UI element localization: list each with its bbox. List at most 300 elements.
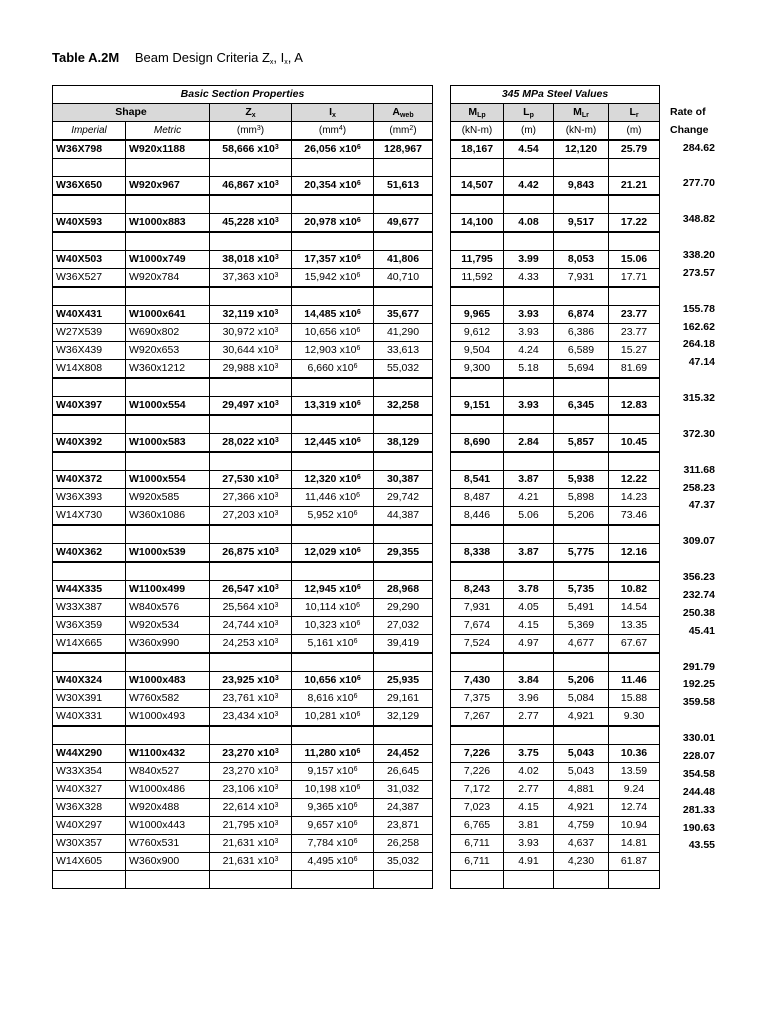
table-row: [53, 397, 433, 416]
table-row: [451, 871, 660, 889]
empty-cell: [210, 287, 292, 306]
empty-cell: [609, 195, 660, 214]
imperial-shape: W30X391: [53, 690, 126, 708]
imperial-shape: W14X808: [53, 360, 126, 379]
lr-value: 14.23: [609, 489, 660, 507]
table-row: [451, 434, 660, 453]
empty-cell: [609, 287, 660, 306]
empty-cell: [609, 415, 660, 434]
empty-cell: [210, 871, 292, 889]
metric-shape: W920x488: [126, 799, 210, 817]
rate-value: 258.23: [682, 481, 715, 494]
mlp-value: 8,243: [451, 581, 504, 599]
table-row: [53, 817, 433, 835]
empty-cell: [609, 159, 660, 177]
empty-cell: [504, 378, 554, 397]
metric-shape: W1000x486: [126, 781, 210, 799]
table-row: [451, 177, 660, 196]
empty-cell: [53, 726, 126, 745]
imperial-shape: W33X354: [53, 763, 126, 781]
empty-cell: [609, 871, 660, 889]
zx-value: 24,253 $x10^3$: [210, 635, 292, 654]
aweb-value: 29,161: [374, 690, 433, 708]
table-row: [451, 653, 660, 672]
empty-cell: [126, 653, 210, 672]
zx-value: 21,795 $x10^3$: [210, 817, 292, 835]
ix-value: 8,616 $x10^6$: [292, 690, 374, 708]
ix-value: 5,952 $x10^6$: [292, 507, 374, 526]
lp-value: 3.81: [504, 817, 554, 835]
table-row: [451, 251, 660, 269]
imperial-shape: W40X392: [53, 434, 126, 453]
mlr-value: 5,043: [554, 745, 609, 763]
ix-value: 5,161 $x10^6$: [292, 635, 374, 654]
table-row: [451, 397, 660, 416]
metric-shape: W1000x883: [126, 214, 210, 233]
lp-header: $L_p$: [504, 104, 554, 122]
table-row: [53, 617, 433, 635]
mlp-value: 6,711: [451, 853, 504, 871]
ix-value: 12,445 $x10^6$: [292, 434, 374, 453]
metric-shape: W760x582: [126, 690, 210, 708]
metric-shape: W840x527: [126, 763, 210, 781]
lr-value: 17.71: [609, 269, 660, 288]
mlp-value: 9,965: [451, 306, 504, 324]
lp-value: 4.15: [504, 617, 554, 635]
lr-value: 14.81: [609, 835, 660, 853]
rate-value: 284.62: [682, 141, 715, 154]
lp-value: 5.18: [504, 360, 554, 379]
empty-cell: [554, 871, 609, 889]
lp-value: 2.77: [504, 708, 554, 727]
rate-of-change-column: [660, 85, 715, 872]
aweb-value: 44,387: [374, 507, 433, 526]
rate-header-line2: Change: [670, 123, 709, 136]
table-row: [53, 195, 433, 214]
empty-cell: [554, 562, 609, 581]
imperial-shape: W40X397: [53, 397, 126, 416]
mlr-value: 5,857: [554, 434, 609, 453]
mlp-value: 18,167: [451, 140, 504, 159]
ix-value: 10,656 $x10^6$: [292, 324, 374, 342]
table-row: [451, 360, 660, 379]
lr-value: 10.36: [609, 745, 660, 763]
empty-cell: [554, 159, 609, 177]
zx-unit: $(mm^3)$: [210, 122, 292, 141]
table-row: [451, 672, 660, 690]
empty-cell: [126, 452, 210, 471]
mlr-value: 4,230: [554, 853, 609, 871]
zx-value: 21,631 $x10^3$: [210, 853, 292, 871]
table-row: [451, 799, 660, 817]
table-row: [53, 306, 433, 324]
empty-cell: [451, 232, 504, 251]
empty-cell: [374, 726, 433, 745]
metric-shape: W1000x749: [126, 251, 210, 269]
empty-cell: [292, 452, 374, 471]
ix-value: 17,357 $x10^6$: [292, 251, 374, 269]
empty-cell: [53, 415, 126, 434]
lp-value: 4.54: [504, 140, 554, 159]
mlp-value: 8,487: [451, 489, 504, 507]
imperial-shape: W40X503: [53, 251, 126, 269]
table-row: [451, 269, 660, 288]
empty-cell: [53, 871, 126, 889]
zx-value: 37,363 $x10^3$: [210, 269, 292, 288]
table-row: [53, 835, 433, 853]
rate-value: 311.68: [683, 463, 715, 476]
empty-cell: [609, 232, 660, 251]
table-row: [53, 799, 433, 817]
mlr-value: 5,491: [554, 599, 609, 617]
steel-values-table: [450, 85, 660, 889]
zx-value: 28,022 $x10^3$: [210, 434, 292, 453]
empty-cell: [210, 195, 292, 214]
metric-shape: W360x990: [126, 635, 210, 654]
lp-value: 3.93: [504, 835, 554, 853]
metric-shape: W920x967: [126, 177, 210, 196]
aweb-value: 25,935: [374, 672, 433, 690]
lr-header: $L_r$: [609, 104, 660, 122]
table-row: [451, 581, 660, 599]
mlp-value: 11,795: [451, 251, 504, 269]
mlp-value: 9,300: [451, 360, 504, 379]
rate-value: 359.58: [682, 696, 715, 709]
table-row: [451, 342, 660, 360]
imperial-shape: W36X650: [53, 177, 126, 196]
empty-cell: [609, 653, 660, 672]
empty-cell: [126, 415, 210, 434]
lp-value: 3.99: [504, 251, 554, 269]
mlp-value: 8,338: [451, 544, 504, 563]
metric-shape: W1000x493: [126, 708, 210, 727]
zx-value: 25,564 $x10^3$: [210, 599, 292, 617]
aweb-value: 23,871: [374, 817, 433, 835]
metric-header: Metric: [126, 122, 210, 141]
imperial-shape: W33X387: [53, 599, 126, 617]
empty-cell: [451, 378, 504, 397]
table-row: [451, 562, 660, 581]
mlr-value: 5,043: [554, 763, 609, 781]
rate-value: 338.20: [682, 249, 715, 262]
mlr-value: 5,369: [554, 617, 609, 635]
table-row: [451, 599, 660, 617]
table-row: [53, 378, 433, 397]
empty-cell: [504, 195, 554, 214]
table-row: [53, 745, 433, 763]
table-row: [451, 489, 660, 507]
metric-shape: W1000x483: [126, 672, 210, 690]
lr-value: 12.16: [609, 544, 660, 563]
ix-value: 10,656 $x10^6$: [292, 672, 374, 690]
aweb-value: 24,452: [374, 745, 433, 763]
rate-value: [660, 854, 715, 872]
empty-cell: [292, 653, 374, 672]
table-row: [53, 415, 433, 434]
ix-value: 10,198 $x10^6$: [292, 781, 374, 799]
table-row: [451, 195, 660, 214]
empty-cell: [451, 195, 504, 214]
mlr-value: 6,345: [554, 397, 609, 416]
mlr-value: 5,938: [554, 471, 609, 489]
ix-value: 11,280 $x10^6$: [292, 745, 374, 763]
empty-cell: [451, 726, 504, 745]
empty-cell: [609, 525, 660, 544]
empty-cell: [504, 287, 554, 306]
lp-value: 2.77: [504, 781, 554, 799]
table-row: [53, 726, 433, 745]
rate-value: 354.58: [682, 767, 715, 780]
aweb-value: 51,613: [374, 177, 433, 196]
empty-cell: [554, 287, 609, 306]
mlr-value: 4,637: [554, 835, 609, 853]
lr-value: 10.82: [609, 581, 660, 599]
empty-cell: [451, 415, 504, 434]
ix-value: 20,978 $x10^6$: [292, 214, 374, 233]
ix-value: 26,056 $x10^6$: [292, 140, 374, 159]
zx-value: 27,530 $x10^3$: [210, 471, 292, 489]
rate-value: 291.79: [682, 660, 715, 673]
empty-cell: [126, 287, 210, 306]
imperial-shape: W36X527: [53, 269, 126, 288]
table-row: [451, 378, 660, 397]
metric-shape: W1100x499: [126, 581, 210, 599]
zx-value: 23,434 $x10^3$: [210, 708, 292, 727]
table-row: [53, 434, 433, 453]
imperial-shape: W14X665: [53, 635, 126, 654]
lr-value: 21.21: [609, 177, 660, 196]
table-row: [451, 708, 660, 727]
empty-cell: [126, 232, 210, 251]
table-row: [53, 342, 433, 360]
steel-values-header: 345 MPa Steel Values: [451, 86, 660, 104]
imperial-shape: W14X605: [53, 853, 126, 871]
table-row: [451, 817, 660, 835]
empty-cell: [504, 653, 554, 672]
imperial-shape: W36X393: [53, 489, 126, 507]
mlr-value: 5,735: [554, 581, 609, 599]
zx-value: 23,270 $x10^3$: [210, 745, 292, 763]
zx-value: 29,988 $x10^3$: [210, 360, 292, 379]
zx-value: 23,270 $x10^3$: [210, 763, 292, 781]
imperial-shape: W36X359: [53, 617, 126, 635]
empty-cell: [554, 452, 609, 471]
empty-cell: [504, 415, 554, 434]
mlr-value: 12,120: [554, 140, 609, 159]
table-row: [53, 525, 433, 544]
table-row: [53, 672, 433, 690]
rate-value: [660, 711, 715, 729]
lr-value: 61.87: [609, 853, 660, 871]
metric-shape: W360x1086: [126, 507, 210, 526]
imperial-shape: W27X539: [53, 324, 126, 342]
empty-cell: [374, 452, 433, 471]
table-row: [451, 525, 660, 544]
empty-cell: [210, 232, 292, 251]
rate-value: [660, 371, 715, 389]
rate-value: [660, 157, 715, 175]
metric-shape: W920x653: [126, 342, 210, 360]
table-caption: Beam Design Criteria $Z_x$, $I_x$, A: [134, 50, 303, 66]
mlr-value: 9,843: [554, 177, 609, 196]
zx-value: 30,972 $x10^3$: [210, 324, 292, 342]
mlp-value: 14,507: [451, 177, 504, 196]
metric-shape: W690x802: [126, 324, 210, 342]
mlp-value: 9,504: [451, 342, 504, 360]
metric-shape: W1000x554: [126, 471, 210, 489]
ix-value: 12,945 $x10^6$: [292, 581, 374, 599]
empty-cell: [210, 726, 292, 745]
table-row: [451, 287, 660, 306]
rate-value: 45.41: [688, 624, 715, 637]
mlr-value: 7,931: [554, 269, 609, 288]
lp-unit: (m): [504, 122, 554, 141]
table-row: [53, 324, 433, 342]
aweb-value: 30,387: [374, 471, 433, 489]
mlp-value: 7,267: [451, 708, 504, 727]
lp-value: 3.75: [504, 745, 554, 763]
empty-cell: [374, 159, 433, 177]
lr-value: 15.88: [609, 690, 660, 708]
empty-cell: [126, 195, 210, 214]
aweb-value: 40,710: [374, 269, 433, 288]
rate-value: 162.62: [682, 320, 715, 333]
empty-cell: [451, 562, 504, 581]
aweb-value: 49,677: [374, 214, 433, 233]
ix-header: $I_x$: [292, 104, 374, 122]
imperial-shape: W36X798: [53, 140, 126, 159]
empty-cell: [210, 415, 292, 434]
mlr-value: 8,053: [554, 251, 609, 269]
table-row: [451, 140, 660, 159]
table-row: [53, 214, 433, 233]
mlr-value: 5,694: [554, 360, 609, 379]
metric-shape: W920x784: [126, 269, 210, 288]
empty-cell: [210, 378, 292, 397]
table-row: [53, 360, 433, 379]
rate-value: 281.33: [682, 803, 715, 816]
metric-shape: W1000x554: [126, 397, 210, 416]
empty-cell: [126, 726, 210, 745]
lr-value: 9.24: [609, 781, 660, 799]
mlr-header: $M_{Lr}$: [554, 104, 609, 122]
ix-value: 10,281 $x10^6$: [292, 708, 374, 727]
zx-header: $Z_x$: [210, 104, 292, 122]
lp-value: 3.87: [504, 471, 554, 489]
empty-cell: [504, 726, 554, 745]
aweb-value: 32,129: [374, 708, 433, 727]
mlr-value: 4,677: [554, 635, 609, 654]
table-row: [451, 853, 660, 871]
lp-value: 4.24: [504, 342, 554, 360]
table-row: [53, 599, 433, 617]
empty-cell: [292, 415, 374, 434]
table-row: [53, 140, 433, 159]
lr-unit: (m): [609, 122, 660, 141]
imperial-shape: W40X324: [53, 672, 126, 690]
imperial-shape: W40X362: [53, 544, 126, 563]
rate-value: 330.01: [682, 732, 715, 745]
mlr-value: 6,589: [554, 342, 609, 360]
rate-value: [660, 514, 715, 532]
basic-section-properties-table: [52, 85, 433, 889]
lr-value: 23.77: [609, 324, 660, 342]
lp-value: 4.05: [504, 599, 554, 617]
empty-cell: [126, 525, 210, 544]
mlr-value: 4,921: [554, 708, 609, 727]
lp-value: 3.96: [504, 690, 554, 708]
table-row: [53, 471, 433, 489]
empty-cell: [451, 871, 504, 889]
empty-cell: [292, 562, 374, 581]
rate-value: [660, 640, 715, 658]
table-row: [53, 177, 433, 196]
imperial-shape: W40X297: [53, 817, 126, 835]
empty-cell: [53, 653, 126, 672]
empty-cell: [374, 562, 433, 581]
imperial-shape: W30X357: [53, 835, 126, 853]
mlp-value: 7,674: [451, 617, 504, 635]
table-row: [451, 745, 660, 763]
empty-cell: [554, 232, 609, 251]
aweb-value: 39,419: [374, 635, 433, 654]
empty-cell: [554, 378, 609, 397]
zx-value: 45,228 $x10^3$: [210, 214, 292, 233]
rate-value: 315.32: [682, 392, 715, 405]
empty-cell: [210, 562, 292, 581]
mlp-value: 7,524: [451, 635, 504, 654]
mlp-value: 7,023: [451, 799, 504, 817]
lr-value: 25.79: [609, 140, 660, 159]
table-row: [451, 306, 660, 324]
mlp-value: 11,592: [451, 269, 504, 288]
table-row: [451, 690, 660, 708]
zx-value: 23,106 $x10^3$: [210, 781, 292, 799]
imperial-header: Imperial: [53, 122, 126, 141]
lr-value: 14.54: [609, 599, 660, 617]
empty-cell: [374, 653, 433, 672]
aweb-value: 33,613: [374, 342, 433, 360]
ix-value: 20,354 $x10^6$: [292, 177, 374, 196]
rate-value: [660, 192, 715, 210]
aweb-value: 24,387: [374, 799, 433, 817]
empty-cell: [609, 378, 660, 397]
metric-shape: W920x585: [126, 489, 210, 507]
metric-shape: W760x531: [126, 835, 210, 853]
lp-value: 3.84: [504, 672, 554, 690]
aweb-value: 38,129: [374, 434, 433, 453]
rate-value: [660, 443, 715, 461]
lp-value: 3.93: [504, 324, 554, 342]
imperial-shape: W44X335: [53, 581, 126, 599]
aweb-header: $A_{web}$: [374, 104, 433, 122]
zx-value: 46,867 $x10^3$: [210, 177, 292, 196]
metric-shape: W920x1188: [126, 140, 210, 159]
table-row: [451, 635, 660, 654]
rate-value: [660, 550, 715, 568]
imperial-shape: W36X328: [53, 799, 126, 817]
empty-cell: [554, 726, 609, 745]
lr-value: 12.74: [609, 799, 660, 817]
empty-cell: [504, 232, 554, 251]
table-row: [53, 853, 433, 871]
table-row: [53, 544, 433, 563]
shape-header: Shape: [53, 104, 210, 122]
empty-cell: [374, 871, 433, 889]
imperial-shape: W36X439: [53, 342, 126, 360]
empty-cell: [292, 159, 374, 177]
rate-value: [660, 228, 715, 246]
